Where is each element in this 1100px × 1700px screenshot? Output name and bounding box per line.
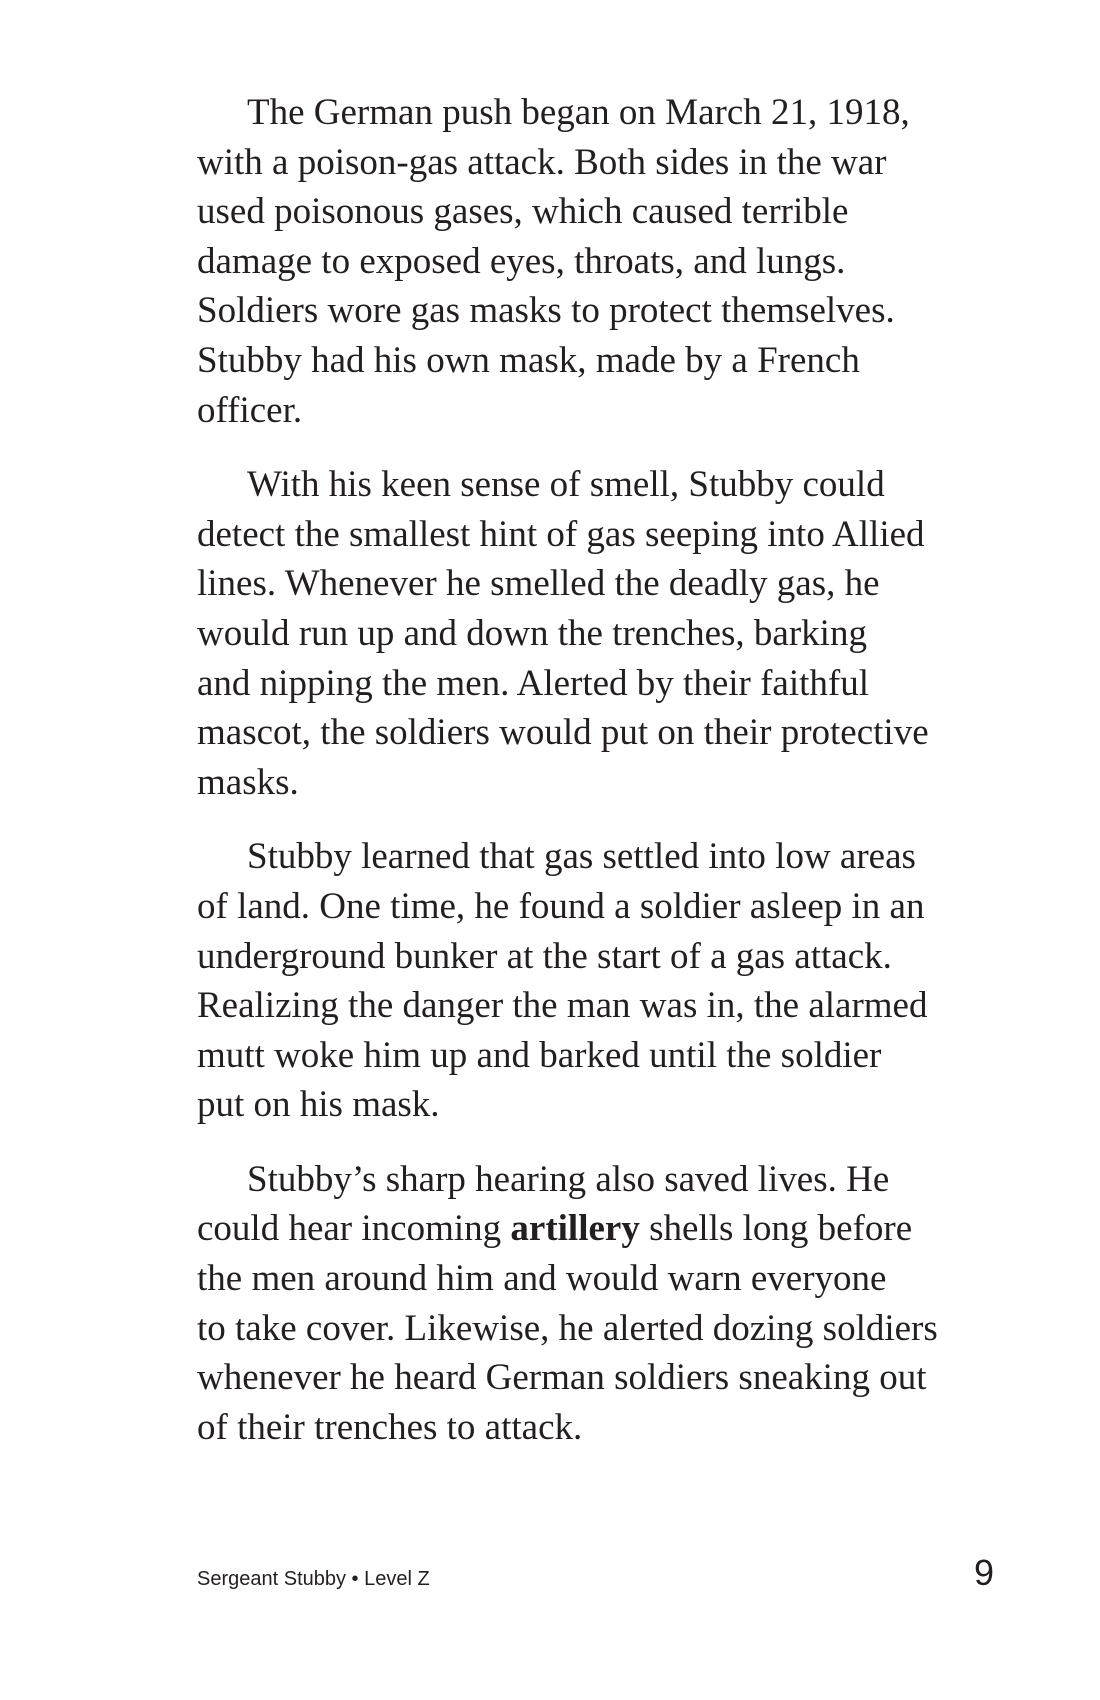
text-line: the men around him and would warn everyone [197, 1258, 887, 1300]
body-text [197, 88, 997, 1477]
text-line: put on his mask. [197, 1084, 440, 1126]
text-line: The German push began on March 21, 1918, [247, 92, 910, 133]
text-line: with a poison-gas attack. Both sides in the war [197, 141, 887, 183]
text-line: mascot, the soldiers would put on their protective [197, 712, 929, 754]
text-line: officer. [197, 389, 303, 431]
text-run: could hear incoming [197, 1208, 511, 1250]
text-line: With his keen sense of smell, Stubby could [247, 464, 885, 506]
text-line: underground bunker at the start of a gas attack. [197, 935, 892, 977]
paragraph-sense-of-smell [197, 460, 997, 807]
paragraph-sharp-hearing [197, 1155, 997, 1453]
text-line: Realizing the danger the man was in, the alarmed [197, 985, 928, 1027]
text-line: detect the smallest hint of gas seeping into Allied [197, 513, 925, 555]
text-line: and nipping the men. Alerted by their faithful [197, 662, 869, 704]
text-line: Stubby had his own mask, made by a French [197, 339, 860, 381]
text-line: of their trenches to attack. [197, 1406, 583, 1448]
text-line: to take cover. Likewise, he alerted dozing soldiers [197, 1307, 938, 1349]
paragraph-low-areas [197, 832, 997, 1130]
page-number: 9 [973, 1552, 994, 1593]
text-line: whenever he heard German soldiers sneaking out [197, 1357, 927, 1399]
text-line: lines. Whenever he smelled the deadly gas, he [197, 563, 880, 605]
text-line: mutt woke him up and barked until the soldier [197, 1034, 882, 1076]
text-run: shells long before [639, 1208, 913, 1250]
text-line: Stubby’s sharp hearing also saved lives. He [247, 1158, 890, 1200]
text-line: damage to exposed eyes, throats, and lungs. [197, 240, 846, 282]
footer-book-title: Sergeant Stubby • Level Z [197, 1568, 430, 1590]
glossary-term-artillery: artillery [510, 1208, 640, 1250]
text-line: Stubby learned that gas settled into low areas [247, 836, 916, 878]
paragraph-gas-attack [197, 88, 997, 435]
text-line: of land. One time, he found a soldier asleep in an [197, 885, 925, 927]
text-line [197, 1204, 997, 1254]
text-line: would run up and down the trenches, barking [197, 612, 867, 654]
text-line: Soldiers wore gas masks to protect themselves. [197, 290, 895, 332]
text-line: masks. [197, 761, 299, 803]
text-line: used poisonous gases, which caused terrible [197, 191, 849, 233]
